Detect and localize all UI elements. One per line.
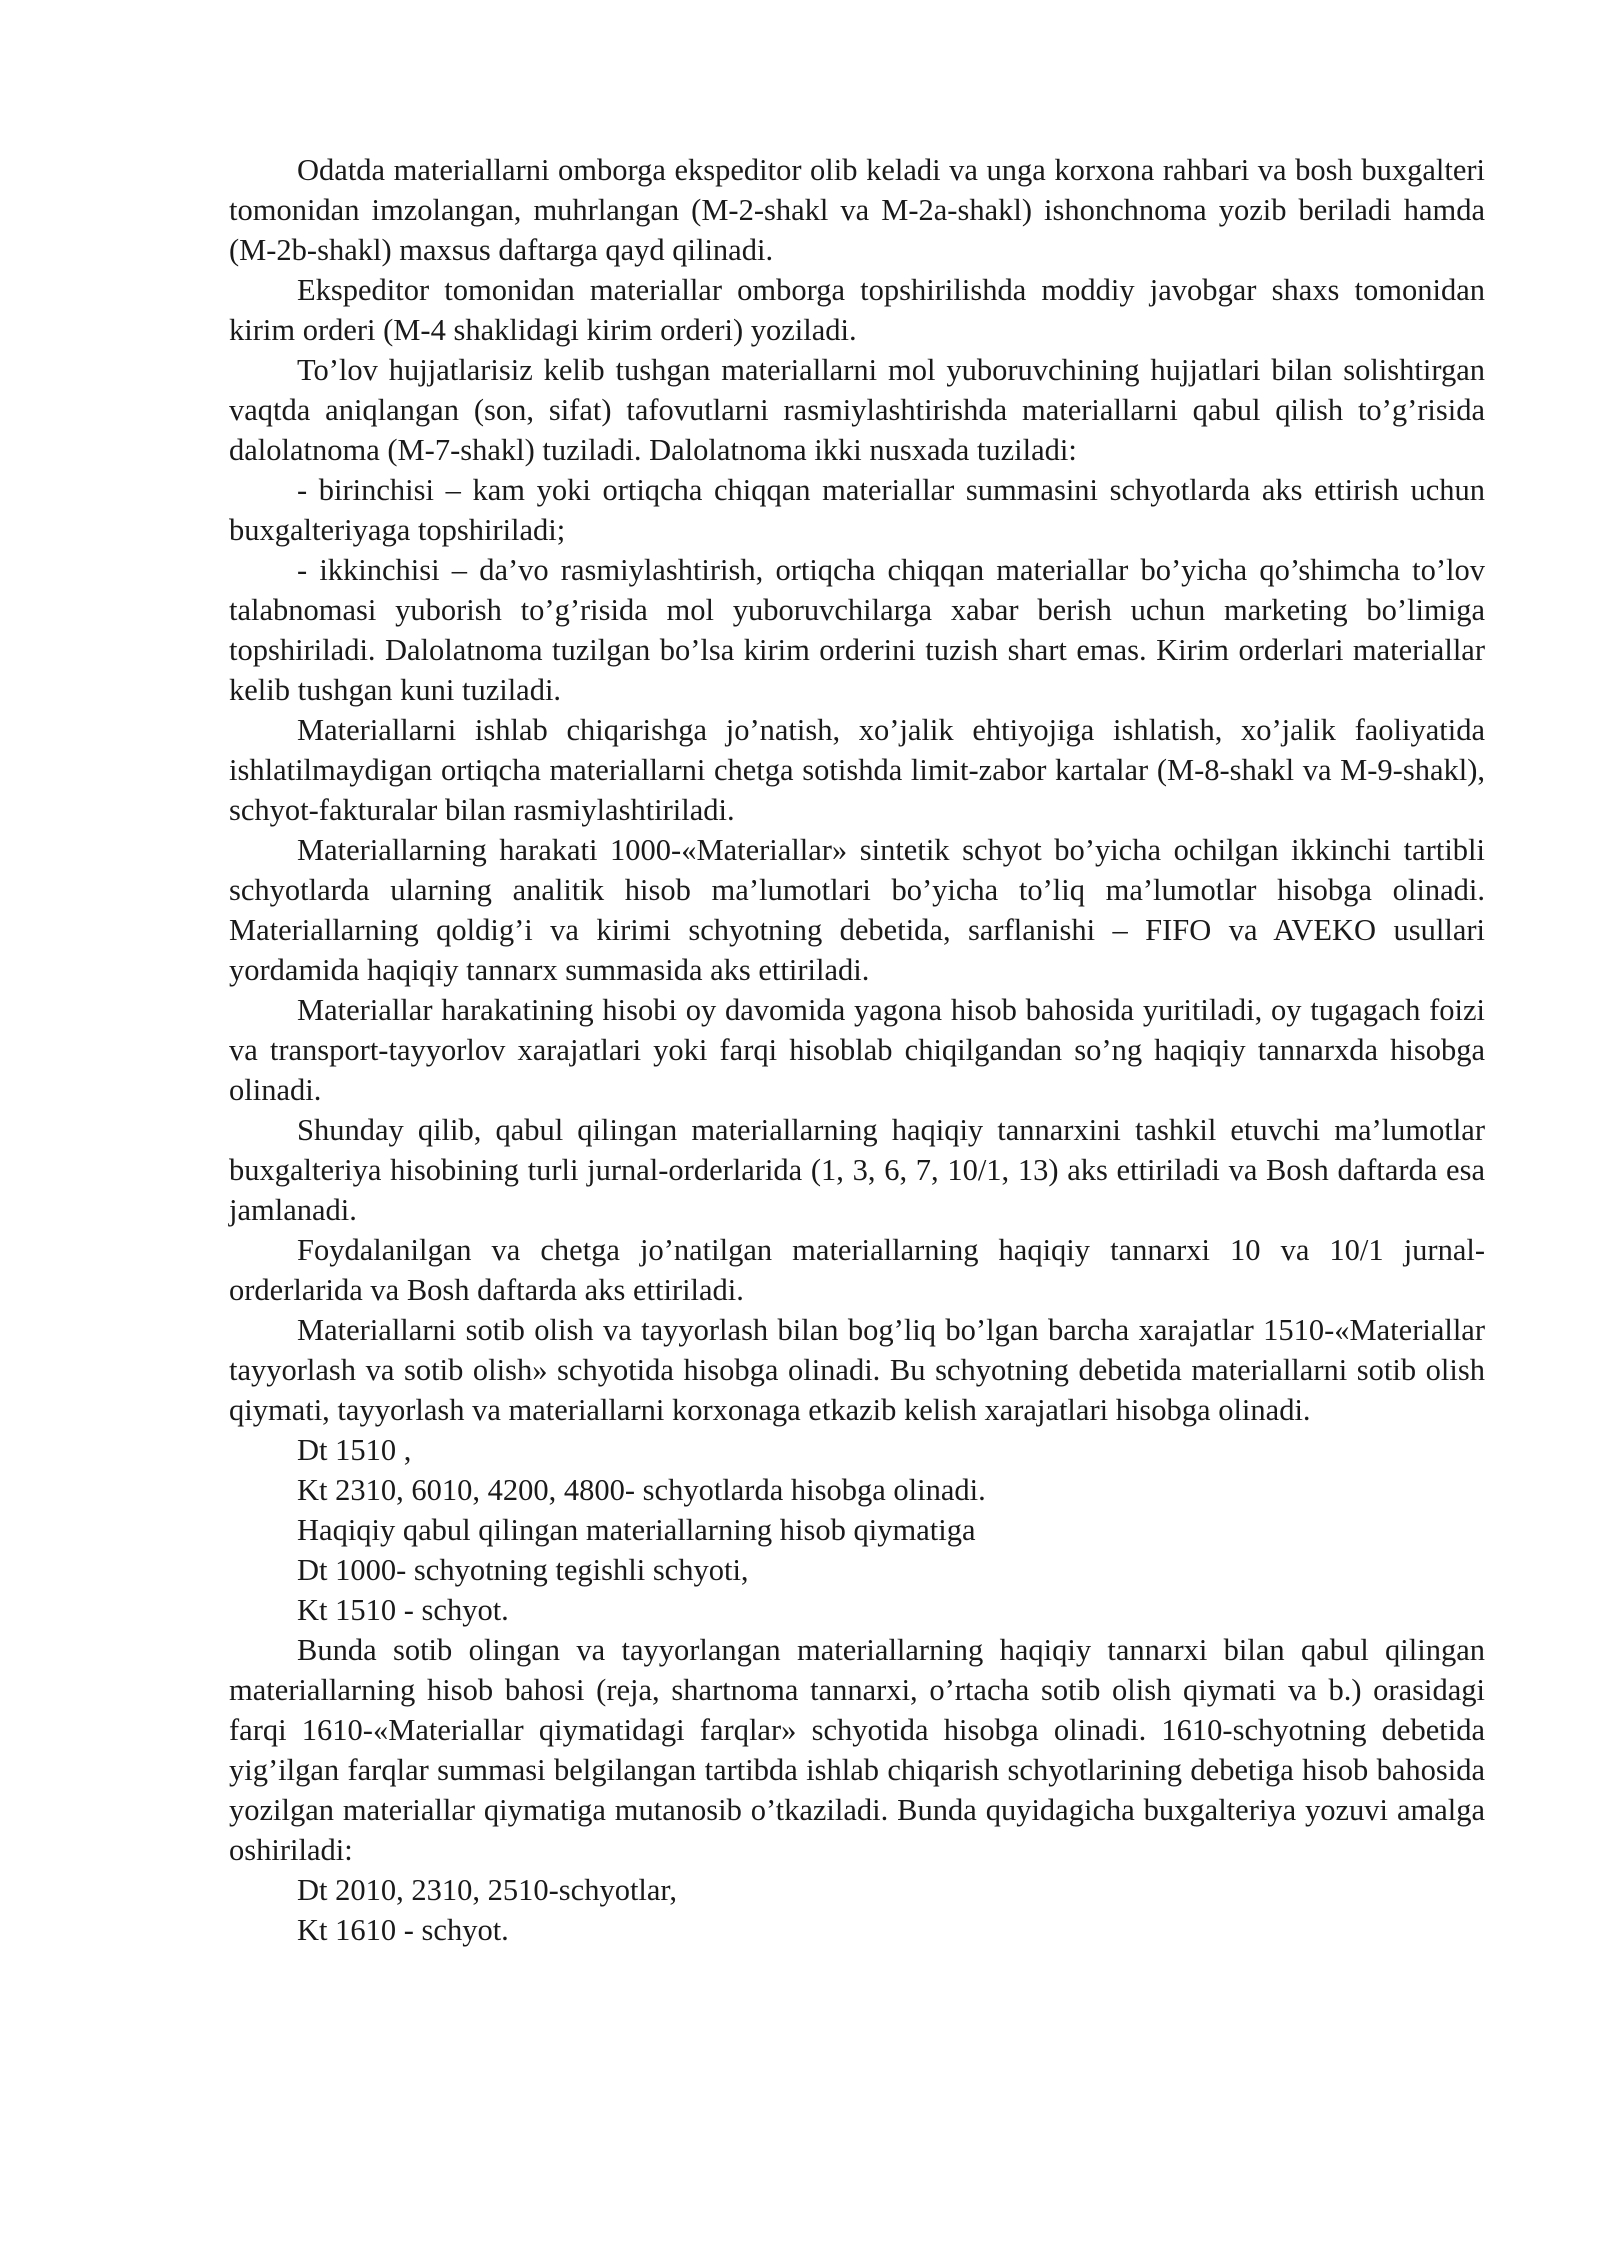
entry-kt-1510: Kt 1510 - schyot. <box>297 1593 509 1627</box>
paragraph-schyot-1510: Materiallarni sotib olish va tayyorlash bilan bog’liq bo’lgan barcha xarajatlar 1510-«Materiallar tayyorlash va sotib olish» schyotida hisobga olinadi. Bu schyotning debetida materiallarni sotib olish qiymati, tayyorlash va materiallarni korxonaga etkazib kelish xarajatlari hisobga olinadi. <box>229 1313 1485 1427</box>
list-item-ikkinchisi: - ikkinchisi – da’vo rasmiylashtirish, ortiqcha chiqqan materiallar bo’yicha qo’shimcha to’lov talabnomasi yuborish to’g’risida mol yuboruvchilarga xabar berish uchun marketing bo’limiga topshiriladi. Dalolatnoma tuzilgan bo’lsa kirim orderini tuzish shart emas. Kirim orderlari materiallar kelib tushgan kuni tuziladi. <box>229 553 1485 707</box>
paragraph-hisob-bahosi: Materiallar harakatining hisobi oy davomida yagona hisob bahosida yuritiladi, oy tugagach foizi va transport-tayyorlov xarajatlari yoki farqi hisoblab chiqilgandan so’ng haqiqiy tannarxda hisobga olinadi. <box>229 993 1485 1107</box>
paragraph-kirim-orderi: Ekspeditor tomonidan materiallar omborga topshirilishda moddiy javobgar shaxs tomonidan kirim orderi (M-4 shaklidagi kirim orderi) yoziladi. <box>229 273 1485 347</box>
paragraph-ishonchnoma: Odatda materiallarni omborga ekspeditor olib keladi va unga korxona rahbari va bosh buxgalteri tomonidan imzolangan, muhrlangan (M-2-shakl va M-2a-shakl) ishonchnoma yozib beriladi hamda (M-2b-shakl) maxsus daftarga qayd qilinadi. <box>229 153 1485 267</box>
paragraph-foydalanilgan: Foydalanilgan va chetga jo’natilgan materiallarning haqiqiy tannarxi 10 va 10/1 jurnal-orderlarida va Bosh daftarda aks ettiriladi. <box>229 1233 1485 1307</box>
entry-kt-2310: Kt 2310, 6010, 4200, 4800- schyotlarda hisobga olinadi. <box>297 1473 986 1507</box>
entry-dt-2010: Dt 2010, 2310, 2510-schyotlar, <box>297 1873 677 1907</box>
entry-dt-1510: Dt 1510 , <box>297 1433 412 1467</box>
entry-heading-hisob-qiymati: Haqiqiy qabul qilingan materiallarning hisob qiymatiga <box>297 1513 976 1547</box>
document-body <box>229 150 1485 1950</box>
entry-dt-1000: Dt 1000- schyotning tegishli schyoti, <box>297 1553 749 1587</box>
paragraph-jurnal-orderlar: Shunday qilib, qabul qilingan materiallarning haqiqiy tannarxini tashkil etuvchi ma’lumotlar buxgalteriya hisobining turli jurnal-orderlarida (1, 3, 6, 7, 10/1, 13) aks ettiriladi va Bosh daftarda esa jamlanadi. <box>229 1113 1485 1227</box>
paragraph-materiallar-harakati: Materiallarning harakati 1000-«Materiallar» sintetik schyot bo’yicha ochilgan ikkinchi tartibli schyotlarda ularning analitik hisob ma’lumotlari bo’yicha to’liq ma’lumotlar hisobga olinadi. Materiallarning qoldig’i va kirimi schyotning debetida, sarflanishi – FIFO va AVEKO usullari yordamida haqiqiy tannarx summasida aks ettiriladi. <box>229 833 1485 987</box>
entry-kt-1610: Kt 1610 - schyot. <box>297 1913 509 1947</box>
paragraph-limit-zabor: Materiallarni ishlab chiqarishga jo’natish, xo’jalik ehtiyojiga ishlatish, xo’jalik faoliyatida ishlatilmaydigan ortiqcha materiallarni chetga sotishda limit-zabor kartalar (M-8-shakl va M-9-shakl), schyot-fakturalar bilan rasmiylashtiriladi. <box>229 713 1485 827</box>
list-item-birinchisi: - birinchisi – kam yoki ortiqcha chiqqan materiallar summasini schyotlarda aks ettirish uchun buxgalteriyaga topshiriladi; <box>229 473 1485 547</box>
paragraph-dalolatnoma: To’lov hujjatlarisiz kelib tushgan materiallarni mol yuboruvchining hujjatlari bilan solishtirgan vaqtda aniqlangan (son, sifat) tafovutlarni rasmiylashtirishda materiallarni qabul qilish to’g’risida dalolatnoma (M-7-shakl) tuziladi. Dalolatnoma ikki nusxada tuziladi: <box>229 353 1485 467</box>
paragraph-schyot-1610: Bunda sotib olingan va tayyorlangan materiallarning haqiqiy tannarxi bilan qabul qilingan materiallarning hisob bahosi (reja, shartnoma tannarxi, o’rtacha sotib olish qiymati va b.) orasidagi farqi 1610-«Materiallar qiymatidagi farqlar» schyotida hisobga olinadi. 1610-schyotning debetida yig’ilgan farqlar summasi belgilangan tartibda ishlab chiqarish schyotlarining debetiga hisob bahosida yozilgan materiallar qiymatiga mutanosib o’tkaziladi. Bunda quyidagicha buxgalteriya yozuvi amalga oshiriladi: <box>229 1633 1485 1867</box>
